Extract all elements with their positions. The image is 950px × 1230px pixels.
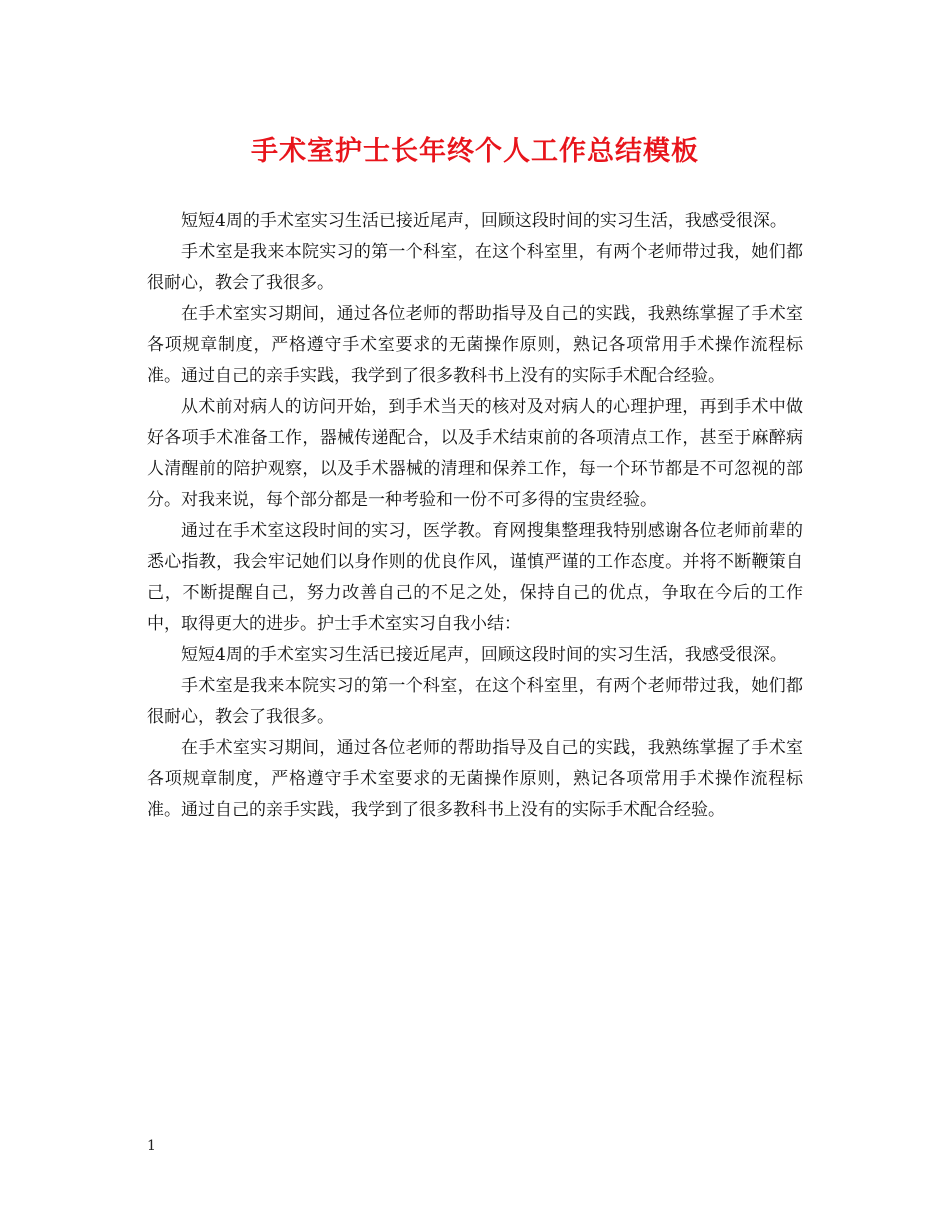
document-body: [147, 206, 803, 826]
paragraph: 通过在手术室这段时间的实习，医学教。育网搜集整理我特别感谢各位老师前辈的悉心指教，我会牢记她们以身作则的优良作风，谨慎严谨的工作态度。并将不断鞭策自己，不断提醒自己，努力改善自己的不足之处，保持自己的优点，争取在今后的工作中，取得更大的进步。护士手术室实习自我小结：: [147, 521, 803, 634]
paragraph: 在手术室实习期间，通过各位老师的帮助指导及自己的实践，我熟练掌握了手术室各项规章制度，严格遵守手术室要求的无菌操作原则，熟记各项常用手术操作流程标准。通过自己的亲手实践，我学到了很多教科书上没有的实际手术配合经验。: [147, 304, 803, 386]
paragraph: 短短4周的手术室实习生活已接近尾声，回顾这段时间的实习生活，我感受很深。: [181, 645, 787, 665]
page-number: 1: [147, 1138, 156, 1154]
paragraph: 短短4周的手术室实习生活已接近尾声，回顾这段时间的实习生活，我感受很深。: [181, 211, 787, 231]
document-title: 手术室护士长年终个人工作总结模板: [251, 136, 699, 167]
paragraph: 手术室是我来本院实习的第一个科室，在这个科室里，有两个老师带过我，她们都很耐心，教会了我很多。: [147, 676, 803, 727]
paragraph: 从术前对病人的访问开始，到手术当天的核对及对病人的心理护理，再到手术中做好各项手术准备工作，器械传递配合，以及手术结束前的各项清点工作，甚至于麻醉病人清醒前的陪护观察，以及手术器械的清理和保养工作，每一个环节都是不可忽视的部分。对我来说，每个部分都是一种考验和一份不可多得的宝贵经验。: [147, 397, 803, 510]
paragraph: 在手术室实习期间，通过各位老师的帮助指导及自己的实践，我熟练掌握了手术室各项规章制度，严格遵守手术室要求的无菌操作原则，熟记各项常用手术操作流程标准。通过自己的亲手实践，我学到了很多教科书上没有的实际手术配合经验。: [147, 738, 803, 820]
paragraph: 手术室是我来本院实习的第一个科室，在这个科室里，有两个老师带过我，她们都很耐心，教会了我很多。: [147, 242, 803, 293]
